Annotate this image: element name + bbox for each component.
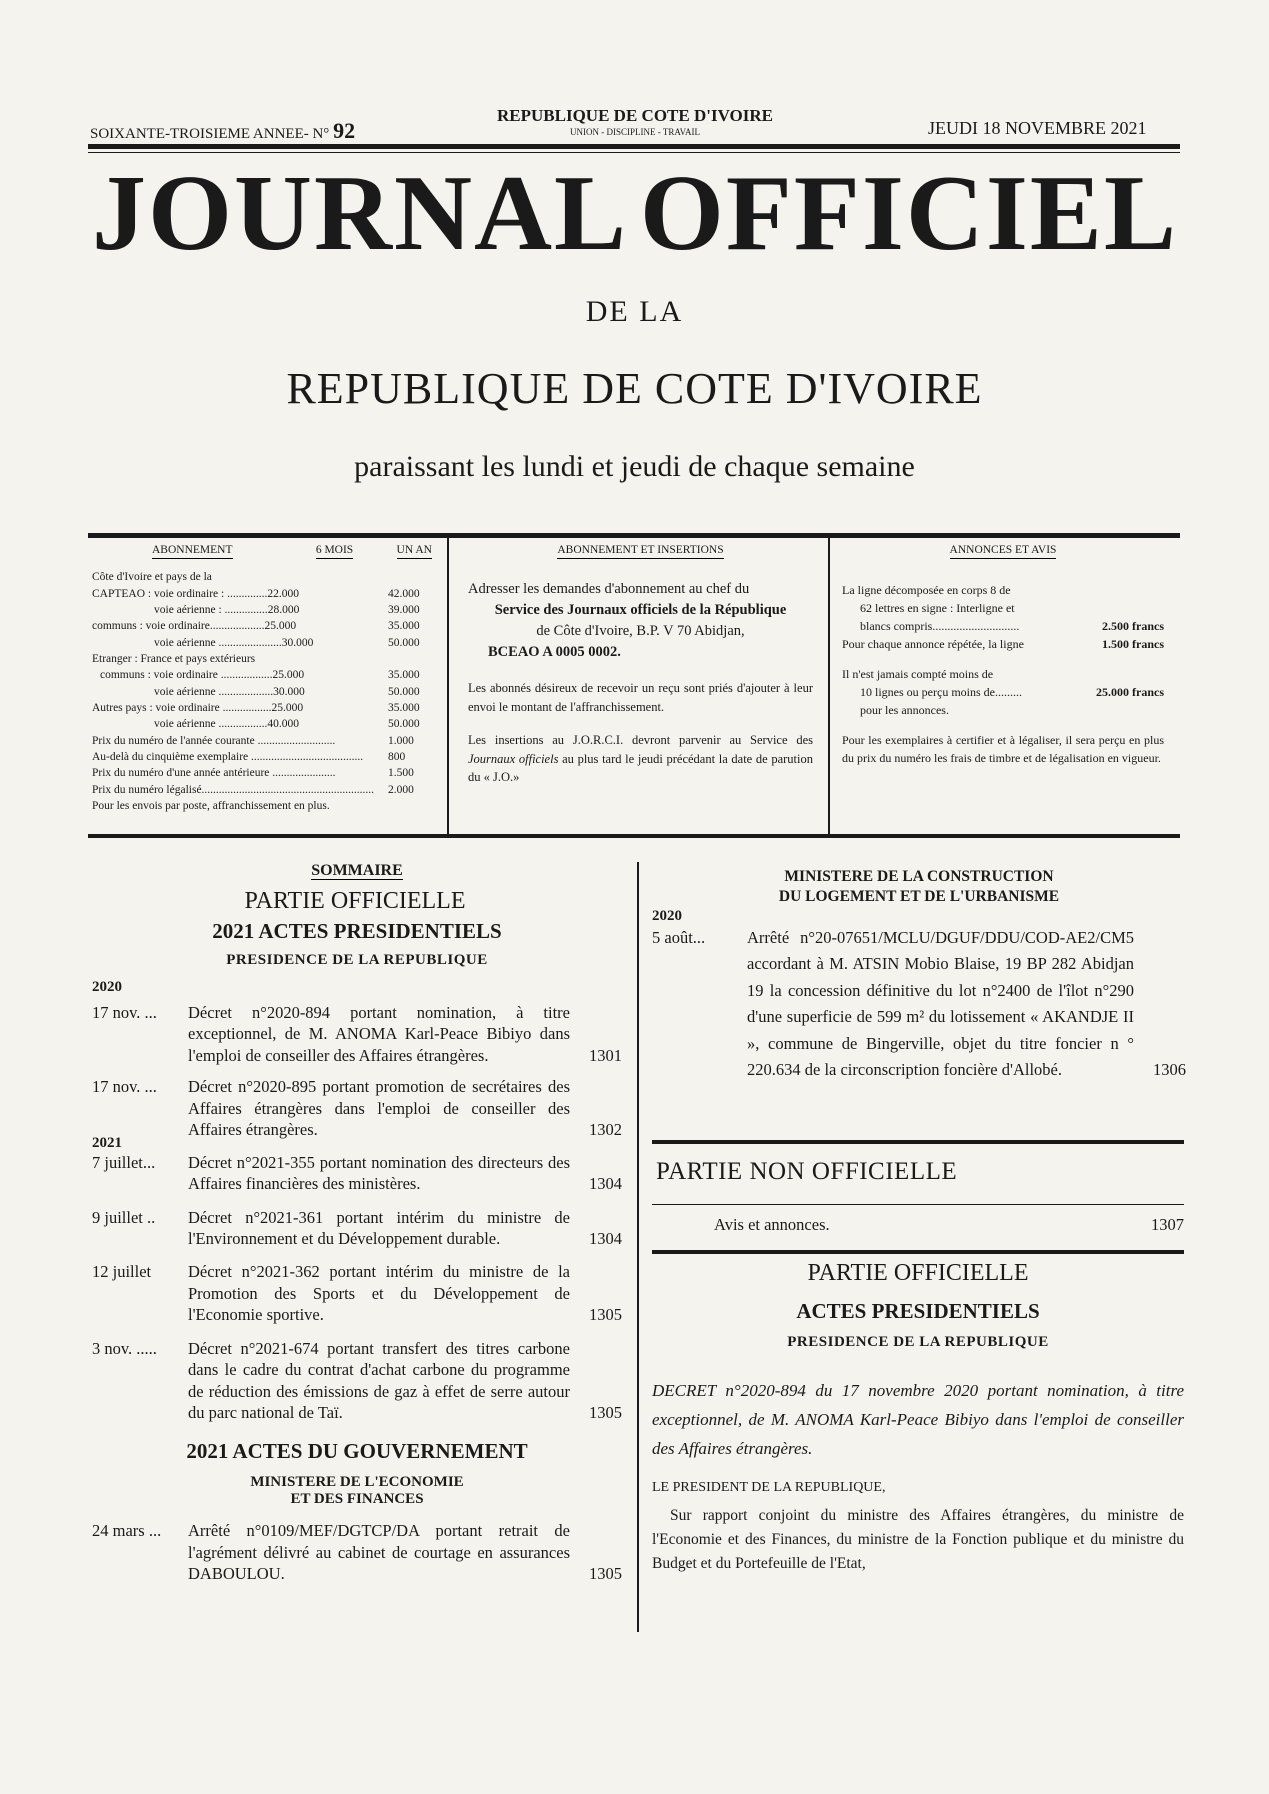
- price-line: [92, 749, 432, 765]
- partie-officielle-rule: [652, 1250, 1184, 1254]
- subscription-line-un-an: [388, 569, 432, 585]
- annonces-l3: blancs compris.............................: [860, 619, 1020, 634]
- insertions-box: [468, 542, 813, 827]
- toc-item-gouv[interactable]: [92, 1520, 622, 1584]
- price-line: [92, 782, 432, 798]
- subscription-heading: ABONNEMENT: [152, 542, 233, 559]
- toc-text: Décret n°2021-355 portant nomination des directeurs des Affaires financières des ministères.: [188, 1152, 570, 1194]
- annonces-l3-price: 2.500 francs: [1102, 619, 1164, 634]
- price-value: 1.500: [388, 767, 414, 780]
- decret-title: DECRET n°2020-894 du 17 novembre 2020 portant nomination, à titre exceptionnel, de M. ANOMA Karl-Peace Bibiyo dans l'emploi de conseiller des Affaires étrangères.: [652, 1381, 1184, 1458]
- insertions-p3-b: au plus tard le jeudi précédant la date de parution du « J.O.»: [468, 751, 814, 785]
- subscription-line-6mois: 22.000: [267, 587, 299, 600]
- insertions-p3: [468, 731, 813, 787]
- subscription-line-un-an: 42.000: [388, 587, 420, 600]
- ministere-economie-1: MINISTERE DE L'ECONOMIE: [250, 1474, 464, 1491]
- subscription-line-6mois: 25.000: [271, 701, 304, 714]
- subscription-line-left: [92, 602, 340, 618]
- price-label: Prix du numéro légalisé............................................................: [92, 783, 375, 796]
- subscription-line-left: [92, 667, 344, 683]
- subscription-line-label: voie aérienne : ...............: [154, 603, 268, 616]
- toc-item-construction[interactable]: [652, 925, 1186, 1083]
- subscription-line-left: [92, 618, 336, 634]
- info-top-rule: [88, 533, 1180, 538]
- subscription-line-left: [92, 700, 344, 716]
- edition-number-value: 92: [333, 118, 356, 143]
- right-column: [652, 868, 1186, 1083]
- subscription-line-un-an: 35.000: [388, 701, 420, 714]
- masthead-word-officiel: OFFICIEL: [639, 154, 1178, 273]
- subscription-line: [92, 618, 432, 634]
- subscription-line-label: voie aérienne ...................: [154, 685, 274, 698]
- subscription-line: [92, 716, 432, 732]
- subscription-line-left: [92, 569, 284, 585]
- avis-annonces-page: 1307: [1151, 1215, 1184, 1234]
- masthead-subtitle: paraissant les lundi et jeudi de chaque semaine: [354, 450, 915, 483]
- issue-date: JEUDI 18 NOVEMBRE 2021: [928, 118, 1147, 138]
- price-label: Prix du numéro d'une année antérieure ......................: [92, 767, 336, 780]
- avis-annonces: Avis et annonces.: [714, 1215, 830, 1234]
- avis-annonces-row[interactable]: [714, 1215, 1184, 1235]
- actes-presidentiels-right: ACTES PRESIDENTIELS: [796, 1299, 1040, 1323]
- toc-date: 17 nov. ...: [92, 1077, 157, 1097]
- toc-item-4[interactable]: [92, 1207, 622, 1250]
- sommaire-column: [92, 862, 622, 1585]
- toc-date: 5 août...: [652, 928, 706, 947]
- info-divider-1: [447, 538, 449, 834]
- le-president: LE PRESIDENT DE LA REPUBLIQUE,: [652, 1479, 886, 1495]
- insertions-p2: Les abonnés désireux de recevoir un reçu sont priés d'ajouter à leur envoi le montant de l'affranchissement.: [468, 681, 813, 715]
- subscription-headings: [92, 542, 432, 559]
- subscription-line-label: voie aérienne ......................: [154, 636, 282, 649]
- postal-note: Pour les envois par poste, affranchissement en plus.: [92, 799, 330, 812]
- toc-date: 3 nov. .....: [92, 1338, 157, 1358]
- annonces-heading-wrap: [842, 542, 1164, 559]
- annonces-heading: ANNONCES ET AVIS: [950, 544, 1057, 559]
- toc-page: 1304: [589, 1228, 622, 1248]
- col-6mois: 6 MOIS: [316, 542, 353, 559]
- price-line: [92, 765, 432, 781]
- insertions-p1-line1: Adresser les demandes d'abonnement au chef du: [468, 581, 750, 598]
- decret-section: [652, 1260, 1184, 1576]
- partie-officielle-right: PARTIE OFFICIELLE: [807, 1260, 1029, 1286]
- toc-page: 1304: [589, 1174, 622, 1194]
- subscription-line-left: [92, 684, 345, 700]
- subscription-line-6mois: 25.000: [264, 620, 297, 633]
- republic-header: [470, 106, 800, 137]
- subscription-line-un-an: 39.000: [388, 603, 420, 616]
- subscription-line-un-an: 50.000: [388, 636, 420, 649]
- ministere-economie-2: ET DES FINANCES: [290, 1491, 424, 1508]
- republic-name: REPUBLIQUE DE COTE D'IVOIRE: [497, 106, 773, 125]
- toc-date: 9 juillet ..: [92, 1207, 156, 1227]
- annonces-l6-price: 25.000 francs: [1096, 685, 1164, 700]
- subscription-line-left: [92, 651, 327, 667]
- price-label: Prix du numéro de l'année courante ...........................: [92, 734, 336, 747]
- subscription-line-un-an: 35.000: [388, 669, 420, 682]
- subscription-line-left: [92, 586, 339, 602]
- toc-text: Décret n°2020-894 portant nomination, à titre exceptionnel, de M. ANOMA Karl-Peace Bibiyo dans l'emploi de conseiller des Affaires étrangères.: [188, 1003, 570, 1065]
- subscription-line-left: [92, 635, 354, 651]
- masthead-word-journal: JOURNAL: [92, 154, 629, 273]
- subscription-line-label: communs : voie ordinaire ..................: [100, 669, 273, 682]
- annonces-l4: Pour chaque annonce répétée, la ligne: [842, 637, 1024, 652]
- masthead-de-la: DE LA: [585, 295, 684, 328]
- ministere-construction-1: MINISTERE DE LA CONSTRUCTION: [784, 868, 1054, 885]
- annonces-l7: pour les annonces.: [860, 703, 949, 718]
- annonces-l3-row: [860, 617, 1164, 635]
- toc-item-3[interactable]: [92, 1152, 622, 1195]
- toc-page: 1306: [1153, 1059, 1186, 1079]
- toc-page: 1301: [589, 1045, 622, 1065]
- annonces-l2: 62 lettres en signe : Interligne et: [860, 601, 1015, 616]
- sommaire-title-wrap: [92, 862, 622, 880]
- annonces-l6-row: [860, 683, 1164, 701]
- toc-page: 1305: [589, 1564, 622, 1584]
- annonces-l6: 10 lignes ou perçu moins de.........: [860, 685, 1022, 700]
- header-rule-thin: [88, 152, 1180, 153]
- edition-prefix: SOIXANTE-TROISIEME ANNEE- N°: [90, 126, 330, 142]
- insertions-heading: ABONNEMENT ET INSERTIONS: [557, 544, 723, 559]
- annonces-note: Pour les exemplaires à certifier et à légaliser, il sera perçu en plus du prix du numéro les frais de timbre et de légalisation en vigueur.: [842, 733, 1164, 766]
- price-value: 800: [388, 750, 406, 763]
- presidence-right: PRESIDENCE DE LA REPUBLIQUE: [787, 1334, 1049, 1350]
- subscription-line-label: Autres pays : voie ordinaire .................: [92, 701, 272, 714]
- toc-item-2[interactable]: [92, 1076, 622, 1140]
- toc-date: 7 juillet...: [92, 1152, 156, 1172]
- subscription-line-un-an: [388, 651, 432, 667]
- republic-motto: UNION - DISCIPLINE - TRAVAIL: [570, 127, 700, 137]
- subscription-line-un-an: 50.000: [388, 685, 420, 698]
- non-officielle-rule-top: [652, 1140, 1184, 1144]
- annonces-l4-row: [842, 635, 1164, 653]
- subscription-line: [92, 667, 432, 683]
- annonces-l1: La ligne décomposée en corps 8 de: [842, 583, 1011, 598]
- subscription-line-left: [92, 716, 339, 732]
- subscription-line-6mois: 30.000: [281, 636, 314, 649]
- insertions-p1: [468, 579, 813, 663]
- subscription-line-label: Côte d'Ivoire et pays de la: [92, 571, 212, 584]
- subscription-line: [92, 635, 432, 651]
- subscription-line-6mois: 30.000: [273, 685, 305, 698]
- sommaire-presidence: PRESIDENCE DE LA REPUBLIQUE: [226, 952, 488, 968]
- ministere-construction-2: DU LOGEMENT ET DE L'URBANISME: [778, 888, 1060, 905]
- masthead-republic: REPUBLIQUE DE COTE D'IVOIRE: [286, 364, 983, 413]
- year-2020: 2020: [92, 979, 122, 995]
- year-2021: 2021: [92, 1134, 122, 1151]
- toc-item-5[interactable]: [92, 1261, 622, 1325]
- toc-date: 24 mars ...: [92, 1521, 162, 1541]
- subscription-line-label: CAPTEAO : voie ordinaire : ..............: [92, 587, 268, 600]
- subscription-line-6mois: 25.000: [272, 669, 305, 682]
- subscription-line-6mois: 40.000: [267, 718, 299, 731]
- price-label: Au-delà du cinquième exemplaire .......................................: [92, 750, 364, 763]
- non-officielle-rule-mid: [652, 1204, 1184, 1205]
- subscription-line-label: Etranger : France et pays extérieurs: [92, 652, 256, 665]
- subscription-prices: [92, 733, 432, 798]
- subscription-line: [92, 569, 432, 585]
- toc-date: 17 nov. ...: [92, 1003, 157, 1022]
- toc-item-6[interactable]: [92, 1338, 622, 1424]
- insertions-heading-wrap: [468, 542, 813, 559]
- toc-text: Décret n°2021-674 portant transfert des titres carbone dans le cadre du contrat d'achat carbone du programme de réduction des émissions de gaz à effet de serre autour du parc national de Taï.: [188, 1338, 570, 1422]
- subscription-line-6mois: [255, 651, 327, 667]
- sommaire-partie-officielle: PARTIE OFFICIELLE: [244, 888, 466, 914]
- toc-page: 1305: [589, 1403, 622, 1422]
- subscription-line: [92, 602, 432, 618]
- toc-text: Arrêté n°20-07651/MCLU/DGUF/DDU/COD-AE2/CM5 accordant à M. ATSIN Mobio Blaise, 19 BP 282 Abidjan 19 la concession définitive du lot n°2400 de l'îlot n°290 d'une superficie de 599 m² du lotissement « AKANDJE II », commune de Bingerville, objet du titre foncier n ° 220.634 de la circonscription foncière d'Allobé.: [747, 928, 1134, 1079]
- subscription-line-un-an: 50.000: [388, 718, 420, 731]
- subscription-line-un-an: 35.000: [388, 620, 420, 633]
- subscription-line: [92, 684, 432, 700]
- toc-item-1[interactable]: [92, 1002, 622, 1066]
- toc-text: Décret n°2021-362 portant intérim du ministre de la Promotion des Sports et du Développement de l'Economie sportive.: [188, 1262, 570, 1325]
- toc-text: Décret n°2020-895 portant promotion de secrétaires des Affaires étrangères dans l'emploi de conseiller des Affaires étrangères.: [188, 1077, 570, 1140]
- rapport-conjoint: Sur rapport conjoint du ministre des Affaires étrangères, du ministre de l'Economie et des Finances, du ministre de la Fonction publique et du ministre du Budget et du Portefeuille de l'Etat,: [652, 1506, 1184, 1572]
- price-value: 2.000: [388, 783, 414, 796]
- subscription-line: [92, 700, 432, 716]
- subscription-box: [92, 542, 432, 827]
- header-rule: [88, 144, 1180, 149]
- sommaire-title: SOMMAIRE: [311, 862, 403, 879]
- info-divider-2: [828, 538, 830, 834]
- insertions-p3-em: Journaux officiels: [468, 751, 559, 766]
- masthead-title: [92, 154, 1178, 273]
- annonces-l4-price: 1.500 francs: [1102, 637, 1164, 652]
- subscription-line: [92, 586, 432, 602]
- subscription-line: [92, 651, 432, 667]
- price-line: [92, 733, 432, 749]
- toc-text: Arrêté n°0109/MEF/DGTCP/DA portant retrait de l'agrément délivré au cabinet de courtage en assurances DABOULOU.: [188, 1521, 570, 1584]
- year-2020-right: 2020: [652, 908, 682, 924]
- column-divider: [637, 862, 639, 1632]
- subscription-lines: [92, 569, 432, 732]
- col-un-an: UN AN: [397, 542, 432, 559]
- subscription-line-label: communs : voie ordinaire...................: [92, 620, 265, 633]
- sommaire-actes-gouvernement: 2021 ACTES DU GOUVERNEMENT: [186, 1439, 528, 1464]
- subscription-line-label: voie aérienne .................: [154, 718, 268, 731]
- info-bottom-rule: [88, 834, 1180, 838]
- subscription-line-6mois: 28.000: [267, 603, 300, 616]
- annonces-l5: Il n'est jamais compté moins de: [842, 667, 994, 682]
- sommaire-actes-presidentiels: 2021 ACTES PRESIDENTIELS: [212, 919, 502, 943]
- partie-non-officielle: PARTIE NON OFFICIELLE: [656, 1158, 958, 1185]
- edition-number: [90, 118, 355, 144]
- insertions-p1-line3: de Côte d'Ivoire, B.P. V 70 Abidjan,: [536, 623, 745, 640]
- toc-text: Décret n°2021-361 portant intérim du ministre de l'Environnement et du Développement durable.: [188, 1207, 570, 1248]
- insertions-p1-line4: BCEAO A 0005 0002.: [488, 644, 621, 661]
- toc-date: 12 juillet: [92, 1262, 152, 1282]
- annonces-box: [842, 542, 1164, 827]
- insertions-p3-a: Les insertions au J.O.R.C.I. devront parvenir au Service des: [468, 732, 813, 747]
- price-value: 1.000: [388, 734, 414, 747]
- toc-page: 1302: [589, 1120, 622, 1140]
- insertions-p1-line2: Service des Journaux officiels de la République: [494, 602, 787, 619]
- toc-page: 1305: [589, 1305, 622, 1325]
- subscription-line-6mois: [212, 569, 284, 585]
